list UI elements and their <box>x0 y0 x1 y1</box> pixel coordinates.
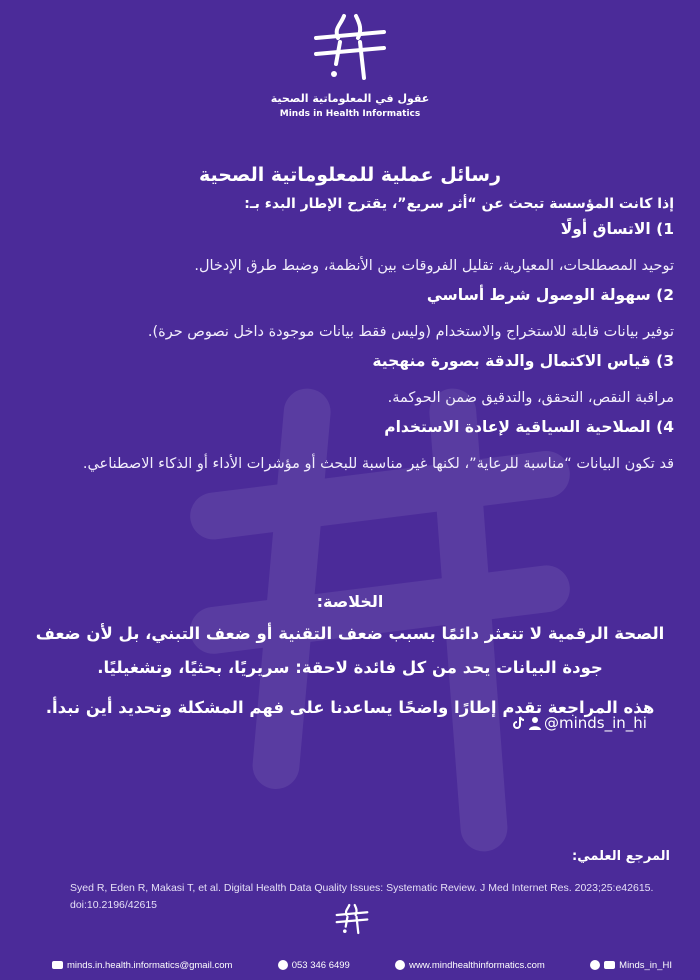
summary-block <box>24 592 676 725</box>
footer-social[interactable] <box>590 960 672 971</box>
item-body-3: مراقبة النقص، التحقق، والتدقيق ضمن الحوكمة. <box>387 390 674 406</box>
intro-text: إذا كانت المؤسسة تبحث عن “أثر سريع”، يقترح الإطار البدء بـ: <box>244 196 674 212</box>
header-logo-block <box>0 12 700 119</box>
footer-website[interactable] <box>395 960 545 971</box>
instagram-icon <box>590 960 600 970</box>
org-name-english: Minds in Health Informatics <box>279 109 421 119</box>
footer-phone[interactable] <box>278 960 350 971</box>
footer-email[interactable] <box>52 960 232 971</box>
handle-text: @minds_in_hi <box>544 714 647 732</box>
item-heading-4: 4) الصلاحية السياقية لإعادة الاستخدام <box>384 418 674 436</box>
footer-email-text: minds.in.health.informatics@gmail.com <box>67 959 233 971</box>
summary-paragraph-1: الصحة الرقمية لا تتعثر دائمًا بسبب ضعف التقنية أو ضعف التبني، بل لأن ضعف جودة البيانات يحد من كل فائدة لاحقة: سريريًا، بحثيًا، وتشغيليًا. <box>35 624 665 677</box>
summary-paragraph-2: هذه المراجعة تقدم إطارًا واضحًا يساعدنا على فهم المشكلة وتحديد أين نبدأ. <box>45 698 655 717</box>
org-name-arabic: عقول في المعلوماتية الصحية <box>270 92 430 105</box>
item-body-2: توفير بيانات قابلة للاستخراج والاستخدام (وليس فقط بيانات موجودة داخل نصوص حرة). <box>147 324 674 340</box>
phone-icon <box>278 960 288 970</box>
logo-dot <box>331 71 337 77</box>
footer-website-text: www.mindhealthinformatics.com <box>409 959 545 971</box>
footer-phone-text: 053 346 6499 <box>291 959 350 971</box>
footer-social-text: Minds_in_HI <box>619 959 672 971</box>
reference-text: Syed R, Eden R, Makasi T, et al. Digital Health Data Quality Issues: Systematic Review. J Med Internet Res. 2023;25:e42615. doi:10.2196/42615 <box>70 882 654 911</box>
item-heading-1: 1) الاتساق أولًا <box>560 220 674 238</box>
mail-icon <box>52 961 63 969</box>
item-body-4: قد تكون البيانات “مناسبة للرعاية”، لكنها غير مناسبة للبحث أو مؤشرات الأداء أو الذكاء الاصطناعي. <box>82 456 674 472</box>
reference-heading: المرجع العلمي: <box>572 849 670 864</box>
item-heading-3: 3) قياس الاكتمال والدقة بصورة منهجية <box>372 352 674 370</box>
user-icon <box>528 716 542 730</box>
x-icon <box>604 961 615 969</box>
main-content <box>28 196 674 484</box>
footer-logo-icon <box>334 903 370 935</box>
footer-bar <box>52 955 672 975</box>
summary-heading: الخلاصة: <box>316 592 384 611</box>
globe-icon <box>395 960 405 970</box>
item-heading-2: 2) سهولة الوصول شرط أساسي <box>426 286 674 304</box>
tiktok-handle-overlay <box>512 711 688 735</box>
brand-logo-icon <box>310 12 390 82</box>
page-title: رسائل عملية للمعلوماتية الصحية <box>198 164 502 186</box>
tiktok-icon <box>512 716 526 730</box>
item-body-1: توحيد المصطلحات، المعيارية، تقليل الفروقات بين الأنظمة، وضبط طرق الإدخال. <box>194 258 674 274</box>
